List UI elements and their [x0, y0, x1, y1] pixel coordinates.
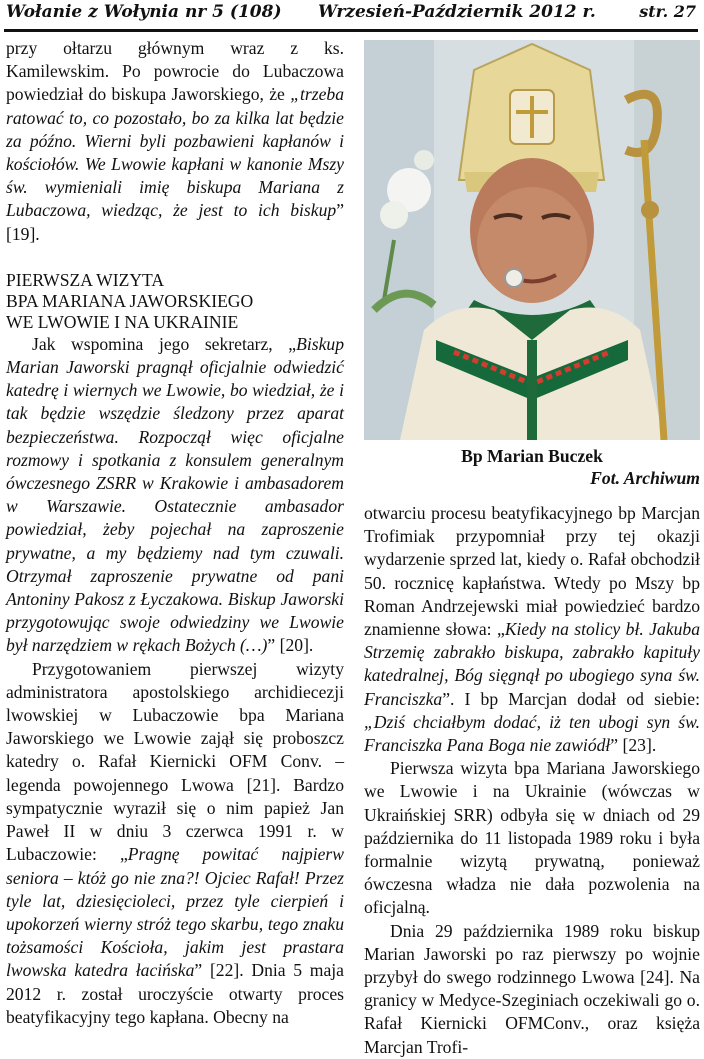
heading-line: WE LWOWIE I NA UKRAINIE — [6, 311, 239, 332]
page-number: str. 27 — [639, 2, 696, 21]
text-run: przy ołtarzu głównym wraz z ks. Kamilewskim. Po powrocie do Lubaczowa powiedział do biskupa Jaworskiego, że — [6, 38, 344, 105]
quote-run: „trzeba ratować to, co pozostało, bo za kilka lat będzie za późno. Wierni byli pozbawieni kapłanów i kościołów. We Lwowie kapłani w kanonie Mszy św. wymieniali imię biskupa Mariana z Lubaczowa, wiedząc, że jest to ich biskup — [6, 84, 344, 221]
paragraph — [6, 658, 344, 1029]
right-column — [364, 502, 700, 1059]
photo-credit: Fot. Archiwum — [590, 468, 700, 488]
header-rule — [4, 29, 698, 32]
issue-date: Wrzesień-Październik 2012 r. — [318, 2, 596, 22]
paragraph: Pierwsza wizyta bpa Mariana Jaworskiego we Lwowie i na Ukrainie (wówczas w Ukraińskiej SRR) odbyła się w dniach od 29 października do 11 listopada 1989 roku i była formalnie wizytą prywatną, ponieważ ówczesna władza nie dała pozwolenia na oficjalną. — [364, 758, 700, 918]
paragraph — [6, 333, 344, 658]
left-column — [6, 37, 344, 1029]
caption-title: Bp Marian Buczek — [461, 446, 603, 466]
heading-line: PIERWSZA WIZYTA — [6, 269, 165, 290]
text-run: ” [20]. — [267, 635, 314, 656]
running-header — [6, 2, 698, 26]
quote-run: Pragnę powitać najpierw seniora – któż go nie zna?! Ojciec Rafał! Przez tyle lat, dziesięcioleci, przez tyle cierpień i upokorzeń wierny stróż tego skarbu, tego znaku tożsamości Kościoła, jakim jest prastara lwowska katedra łacińska — [6, 844, 344, 981]
text-run: ” [23]. — [610, 735, 657, 756]
quote-run: Biskup Marian Jaworski pragnął oficjalnie odwiedzić katedrę i wiernych we Lwowie, bo wiedział, że i tak będzie wszędzie śledzony przez aparat bezpieczeństwa. Rozpoczął więc oficjalne rozmowy i spotkania z konsulem generalnym ówczesnego ZSRR w Krakowie i ambasadorem w Warszawie. Ostatecznie ambasador powiedział, żeby pojechał na zaproszenie prywatne, a my będziemy nad tym czuwali. Otrzymał zaproszenie prywatne od pani Antoniny Pakosz z Łyczakowa. Biskup Jaworski przygotowując swoje odwiedziny we Lwowie był narzędziem w rękach Bożych (…) — [6, 333, 344, 656]
section-heading — [6, 270, 344, 333]
paragraph: Dnia 29 października 1989 roku biskup Marian Jaworski po raz pierwszy po wojnie przybył do swego rodzinnego Lwowa [24]. Na granicy w Medyce-Szeginiach oczekiwali go o. Rafał Kiernicki OFMConv., oraz księża Marcjan Trofi- — [364, 920, 700, 1057]
text-run: otwarciu procesu beatyfikacyjnego bp Marcjan Trofimiak przypomniał przy tej okazji wydarzenie sprzed lat, kiedy o. Rafał obchodził 50. rocznicę kapłaństwa. Wtedy po Mszy bp Roman Andrzejewski miał powiedzieć bardzo znamienne słowa: „ — [364, 503, 700, 640]
text-run: Jak wspomina jego sekretarz, „ — [32, 333, 297, 354]
text-run: ” [22]. Dnia 5 maja 2012 r. został uroczyście otwarty proces beatyfikacyjny tego kapłana. Obecny na — [6, 960, 344, 1027]
heading-line: BPA MARIANA JAWORSKIEGO — [6, 290, 254, 311]
text-run: ” [19]. — [6, 200, 344, 244]
photo-caption — [364, 445, 700, 489]
paragraph — [364, 502, 700, 757]
text-run: ”. I bp Marcjan dodał od siebie: — [442, 688, 700, 709]
journal-issue: Wołanie z Wołynia nr 5 (108) — [6, 2, 282, 22]
bishop-portrait-illustration — [364, 40, 700, 440]
bishop-photo — [364, 40, 700, 440]
quote-run: Kiedy na stolicy bł. Jakuba Strzemię zabrakło biskupa, zabrakło kapituły katedralnej, Bóg sięgnął po ubogiego syna św. Franciszka — [364, 619, 700, 709]
paragraph — [6, 37, 344, 246]
text-run: Przygotowaniem pierwszej wizyty administratora apostolskiego archidiecezji lwowskiej w Lubaczowie bpa Mariana Jaworskiego we Lwowie zajął się proboszcz katedry o. Rafał Kiernicki OFM Conv. – legenda powojennego Lwowa [21]. Bardzo sympatycznie wyraził się o nim papież Jan Paweł II w dniu 3 czerwca 1991 r. w Lubaczowie: „ — [6, 658, 344, 865]
quote-run: „Dziś chciałbym dodać, iż ten ubogi syn św. Franciszka Pana Boga nie zawiódł — [364, 711, 700, 756]
